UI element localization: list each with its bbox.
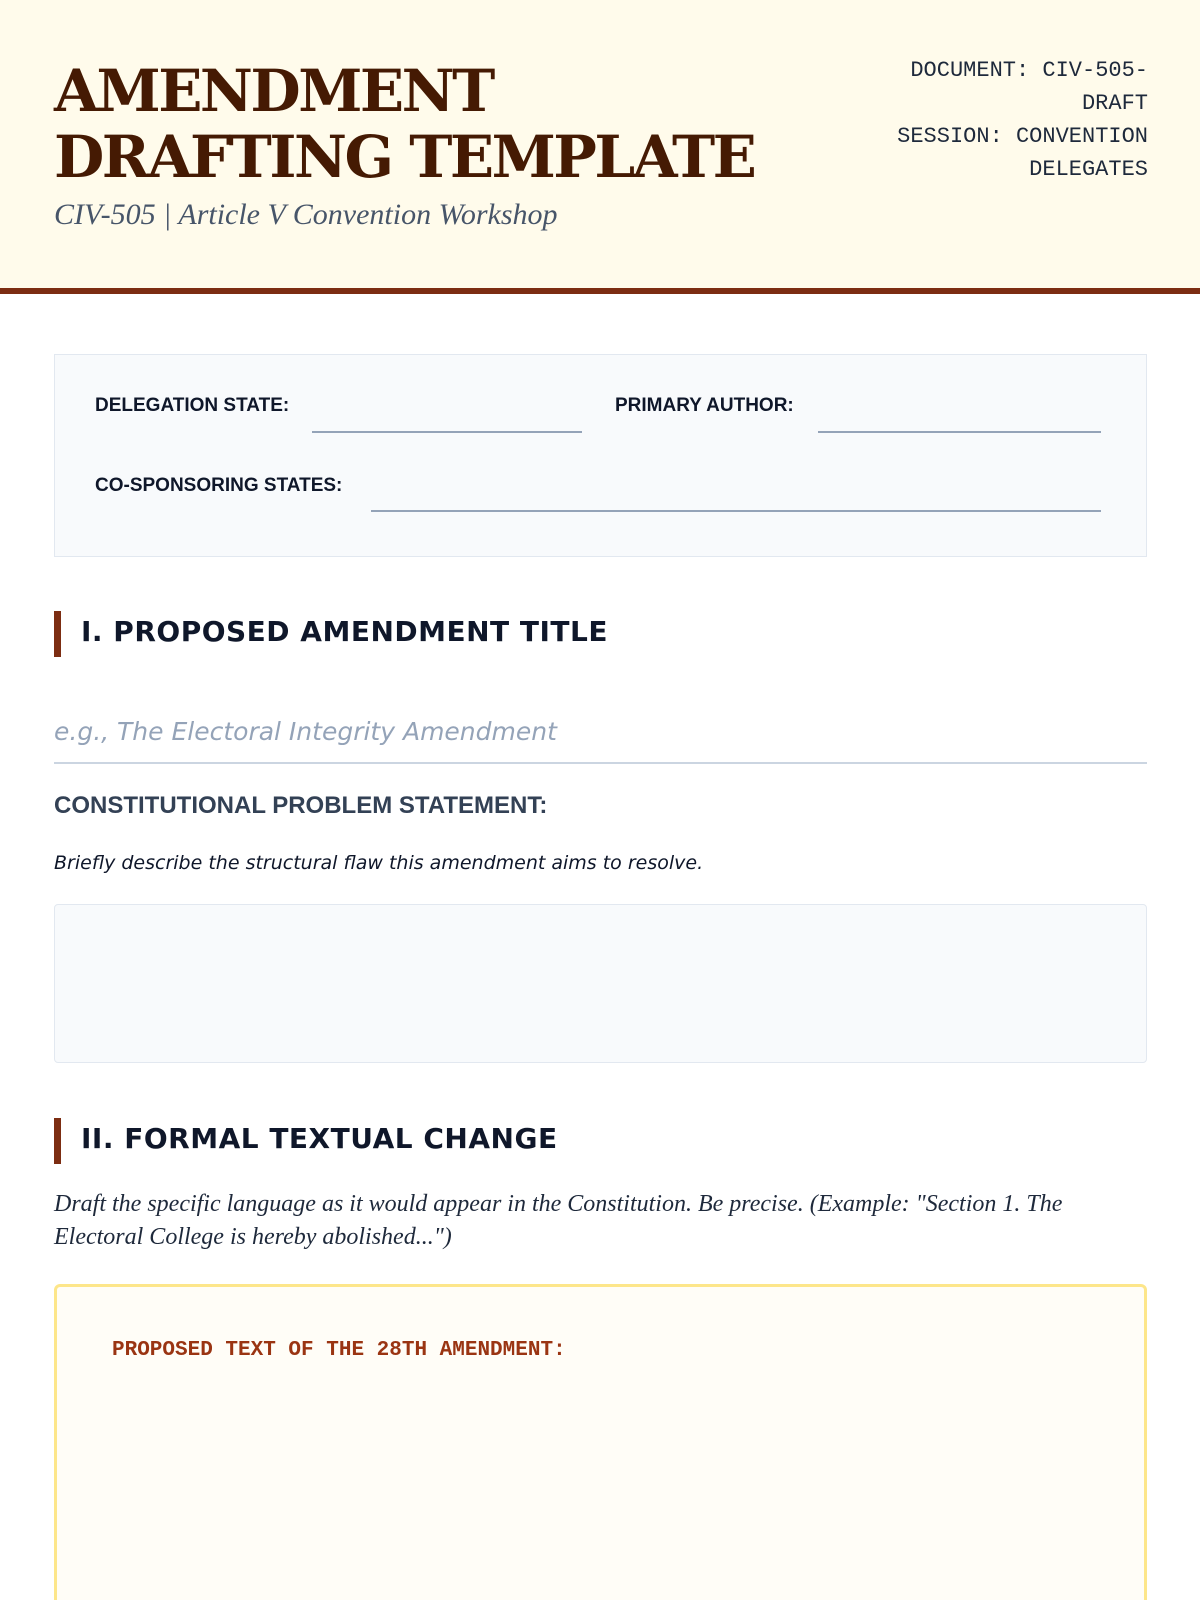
problem-statement-hint: Briefly describe the structural flaw this amendment aims to resolve.	[54, 852, 704, 874]
section-heading-1	[54, 611, 1147, 657]
proposed-text-label: PROPOSED TEXT OF THE 28TH AMENDMENT:	[112, 1339, 566, 1362]
section-accent-bar	[54, 1118, 61, 1164]
document-meta	[848, 54, 1148, 186]
page-title: AMENDMENT DRAFTING TEMPLATE	[54, 57, 755, 191]
section-heading-2	[54, 1118, 1147, 1164]
page-subtitle: CIV-505 | Article V Convention Workshop	[54, 198, 558, 231]
section-title: II. FORMAL TEXTUAL CHANGE	[81, 1122, 558, 1155]
delegation-state-label: DELEGATION STATE:	[95, 395, 290, 416]
delegation-state-field[interactable]	[312, 431, 582, 433]
amendment-title-input[interactable]	[54, 700, 1147, 764]
primary-author-label: PRIMARY AUTHOR:	[615, 395, 794, 416]
formal-change-hint: Draft the specific language as it would appear in the Constitution. Be precise. (Example: "Section 1. The Electoral College is hereby abolished...")	[54, 1191, 1063, 1250]
session-info: SESSION: CONVENTION DELEGATES	[897, 124, 1148, 182]
delegation-info-box	[54, 354, 1147, 557]
problem-statement-textarea[interactable]	[54, 904, 1147, 1063]
proposed-text-box[interactable]	[54, 1284, 1147, 1600]
cosponsoring-states-label: CO-SPONSORING STATES:	[95, 475, 343, 496]
cosponsoring-states-field[interactable]	[371, 510, 1101, 512]
section-title: I. PROPOSED AMENDMENT TITLE	[81, 615, 608, 648]
document-id: DOCUMENT: CIV-505-DRAFT	[910, 58, 1148, 116]
document-header	[0, 0, 1200, 294]
section-accent-bar	[54, 611, 61, 657]
problem-statement-label: CONSTITUTIONAL PROBLEM STATEMENT:	[54, 792, 548, 819]
primary-author-field[interactable]	[818, 431, 1101, 433]
